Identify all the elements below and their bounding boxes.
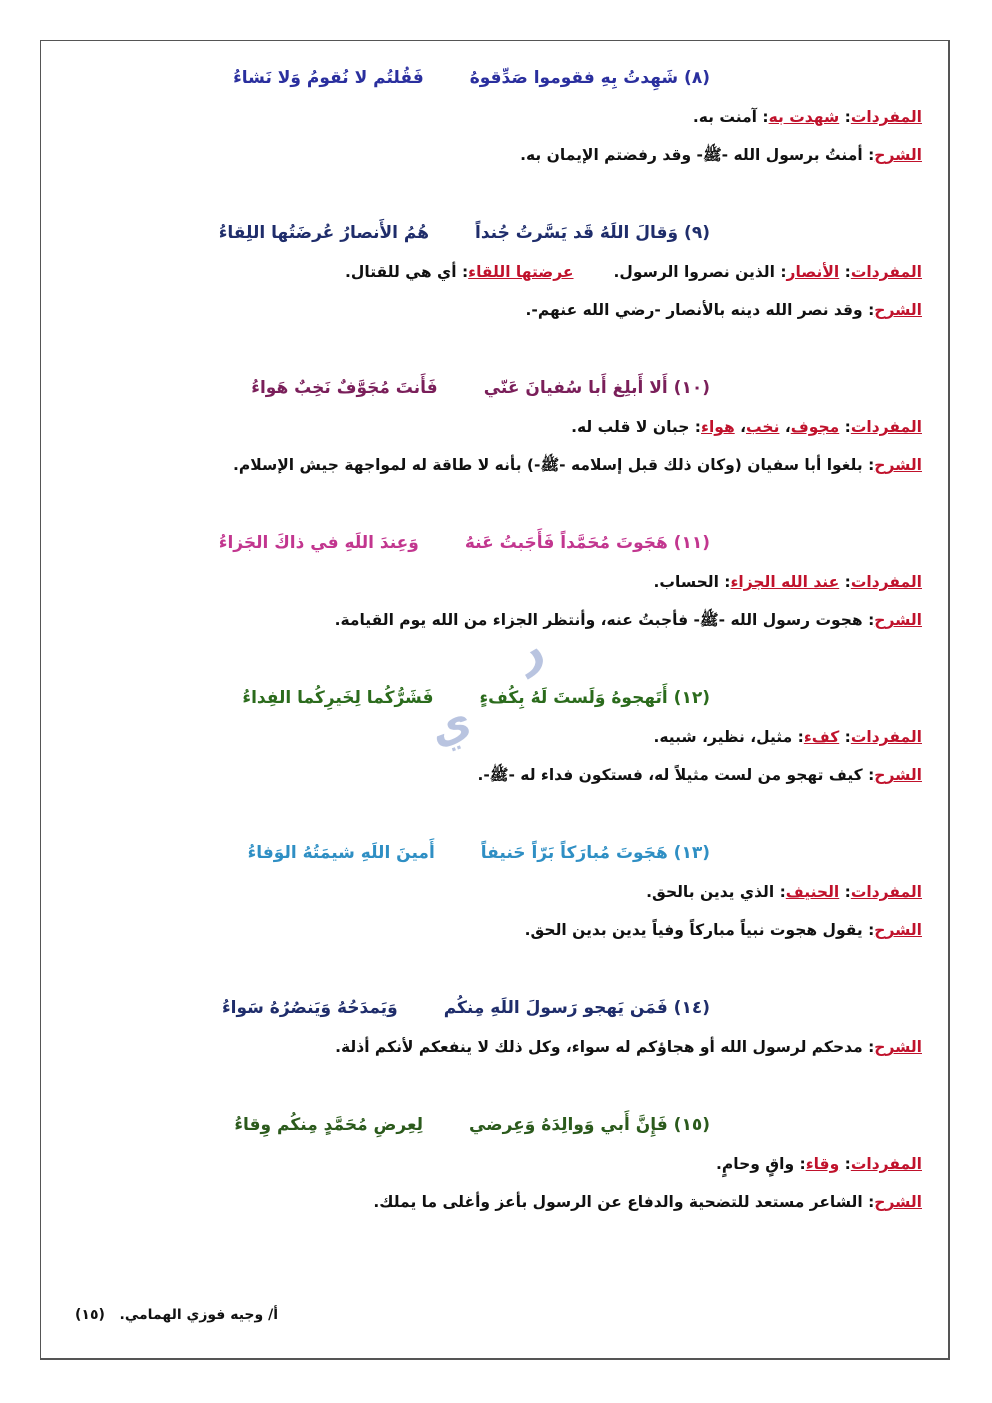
- colon: :: [862, 921, 875, 939]
- colon: :: [862, 611, 875, 629]
- vocab-line-12: [60, 718, 922, 756]
- colon: :: [862, 456, 875, 474]
- vocab-label: المفردات: [850, 263, 922, 281]
- vocab-definition: : الذي يدين بالحق.: [646, 883, 786, 901]
- verse-13-hemistich-1: (١٣) هَجَوتَ مُبارَكاً بَرّاً حَنيفاً: [480, 843, 710, 863]
- vocab-term-2: نخب: [746, 418, 780, 436]
- verse-block-10: [60, 368, 922, 484]
- verse-11: [60, 523, 922, 563]
- colon: :: [839, 728, 851, 746]
- verse-12-hemistich-1: (١٢) أَتَهجوهُ وَلَستَ لَهُ بِكُفءٍ: [479, 688, 710, 708]
- colon: :: [839, 883, 851, 901]
- vocab-term: كفء: [803, 728, 840, 746]
- verse-13: [60, 833, 922, 873]
- page-content: [60, 58, 922, 1260]
- explain-line-14: [60, 1028, 922, 1066]
- vocab-definition: : جبان لا قلب له.: [571, 418, 702, 436]
- verse-9-hemistich-1: (٩) وَقالَ اللَهُ قَد يَسَّرتُ جُنداً: [475, 223, 710, 243]
- colon: :: [839, 263, 851, 281]
- explain-label: الشرح: [874, 456, 922, 474]
- verse-8-hemistich-1: (٨) شَهِدتُ بِهِ فقوموا صَدِّقوهُ: [469, 68, 710, 88]
- colon: :: [862, 146, 875, 164]
- explain-line-8: [60, 136, 922, 174]
- explain-line-15: [60, 1183, 922, 1221]
- vocab-line-10: [60, 408, 922, 446]
- explanation-text: وقد نصر الله دينه بالأنصار -رضي الله عنهم-.: [525, 301, 863, 319]
- vocab-term: شهدت به: [768, 108, 840, 126]
- vocab-term: عند الله الجزاء: [730, 573, 840, 591]
- verse-13-hemistich-2: أَمينَ اللَهِ شيمَتُهُ الوَفاءُ: [247, 843, 435, 863]
- vocab-term: الحنيف: [785, 883, 840, 901]
- verse-block-11: [60, 523, 922, 639]
- verse-14-hemistich-1: (١٤) فَمَن يَهجو رَسولَ اللَهِ مِنكُم: [443, 998, 710, 1018]
- verse-10: [60, 368, 922, 408]
- page-footer: [75, 1307, 278, 1323]
- verse-9: [60, 213, 922, 253]
- explanation-text: هجوت رسول الله -ﷺ- فأجبتُ عنه، وأنتظر الجزاء من الله يوم القيامة.: [334, 611, 863, 629]
- verse-block-15: [60, 1105, 922, 1221]
- explain-label: الشرح: [874, 146, 922, 164]
- explain-label: الشرح: [874, 921, 922, 939]
- explain-line-11: [60, 601, 922, 639]
- explain-label: الشرح: [874, 1038, 922, 1056]
- verse-10-hemistich-2: فَأَنتَ مُجَوَّفٌ نَخِبٌ هَواءُ: [251, 378, 438, 398]
- author-name: أ/ وجيه فوزي الهمامي.: [119, 1307, 278, 1323]
- watermark-letter: ي: [422, 694, 478, 757]
- verse-8: [60, 58, 922, 98]
- vocab-line-8: [60, 98, 922, 136]
- vocab-term: مجوف: [790, 418, 840, 436]
- verse-8-hemistich-2: فَقُلتُم لا نُقومُ وَلا نَشاءُ: [233, 68, 424, 88]
- vocab-definition: : الذين نصروا الرسول.: [613, 263, 787, 281]
- vocab-definition: : آمنت به.: [692, 108, 769, 126]
- colon: :: [862, 1193, 875, 1211]
- verse-block-9: [60, 213, 922, 329]
- colon: :: [862, 1038, 875, 1056]
- vocab-term-2: عرضتها اللقاء: [468, 263, 574, 281]
- explain-line-10: [60, 446, 922, 484]
- vocab-definition: : الحساب.: [653, 573, 731, 591]
- verse-14: [60, 988, 922, 1028]
- vocab-label: المفردات: [850, 108, 922, 126]
- vocab-line-9: [60, 253, 922, 291]
- vocab-label: المفردات: [850, 573, 922, 591]
- verse-11-hemistich-2: وَعِندَ اللَهِ في ذاكَ الجَزاءُ: [218, 533, 419, 553]
- verse-block-13: [60, 833, 922, 949]
- verse-block-8: [60, 58, 922, 174]
- page-number: (١٥): [75, 1307, 105, 1323]
- explanation-text: الشاعر مستعد للتضحية والدفاع عن الرسول بأعز وأغلى ما يملك.: [373, 1193, 863, 1211]
- colon: :: [862, 301, 875, 319]
- colon: :: [839, 1155, 851, 1173]
- explain-label: الشرح: [874, 301, 922, 319]
- explanation-text: يقول هجوت نبياً مباركاً وفياً يدين بدين الحق.: [524, 921, 863, 939]
- explanation-text: مدحكم لرسول الله أو هجاؤكم له سواء، وكل ذلك لا ينفعكم لأنكم أذلة.: [335, 1038, 863, 1056]
- verse-12-hemistich-2: فَشَرُّكُما لِخَيرِكُما الفِداءُ: [242, 688, 434, 708]
- colon: :: [839, 573, 851, 591]
- explain-label: الشرح: [874, 611, 922, 629]
- vocab-term: وقاء: [805, 1155, 840, 1173]
- explanation-text: بلغوا أبا سفيان (وكان ذلك قبل إسلامه -ﷺ-) بأنه لا طاقة له لمواجهة جيش الإسلام.: [233, 456, 863, 474]
- separator: ،: [779, 418, 791, 436]
- vocab-definition: : مثيل، نظير، شبيه.: [653, 728, 804, 746]
- verse-block-12: [60, 678, 922, 794]
- vocab-label: المفردات: [850, 883, 922, 901]
- explain-line-13: [60, 911, 922, 949]
- verse-9-hemistich-2: هُمُ الأَنصارُ عُرضَتُها اللِقاءُ: [218, 223, 430, 243]
- explain-line-12: [60, 756, 922, 794]
- vocab-line-13: [60, 873, 922, 911]
- verse-15-hemistich-1: (١٥) فَإِنَّ أَبي وَوالِدَهُ وَعِرضي: [468, 1115, 710, 1135]
- explanation-text: أمنتُ برسول الله -ﷺ- وقد رفضتم الإيمان به.: [520, 146, 863, 164]
- vocab-label: المفردات: [850, 1155, 922, 1173]
- vocab-label: المفردات: [850, 728, 922, 746]
- separator: ،: [734, 418, 747, 436]
- colon: :: [862, 766, 875, 784]
- vocab-line-15: [60, 1145, 922, 1183]
- vocab-line-11: [60, 563, 922, 601]
- explain-line-9: [60, 291, 922, 329]
- colon: :: [839, 108, 851, 126]
- vocab-definition-2: : أي هي للقتال.: [345, 263, 469, 281]
- verse-block-14: [60, 988, 922, 1066]
- watermark-letter: ر: [503, 622, 552, 679]
- verse-10-hemistich-1: (١٠) أَلا أَبلِغ أَبا سُفيانَ عَنّي: [483, 378, 710, 398]
- verse-12: [60, 678, 922, 718]
- verse-11-hemistich-1: (١١) هَجَوتَ مُحَمَّداً فَأَجَبتُ عَنهُ: [464, 533, 710, 553]
- colon: :: [839, 418, 851, 436]
- verse-15-hemistich-2: لِعِرضِ مُحَمَّدٍ مِنكُم وِقاءُ: [234, 1115, 423, 1135]
- vocab-label: المفردات: [850, 418, 922, 436]
- explain-label: الشرح: [874, 1193, 922, 1211]
- vocab-term-3: هواء: [701, 418, 735, 436]
- explain-label: الشرح: [874, 766, 922, 784]
- explanation-text: كيف تهجو من لست مثيلاً له، فستكون فداء له -ﷺ-.: [477, 766, 863, 784]
- verse-15: [60, 1105, 922, 1145]
- verse-14-hemistich-2: وَيَمدَحُهُ وَيَنصُرُهُ سَواءُ: [221, 998, 398, 1018]
- vocab-term: الأنصار: [786, 263, 840, 281]
- vocab-definition: : واقٍ وحامٍ.: [716, 1155, 806, 1173]
